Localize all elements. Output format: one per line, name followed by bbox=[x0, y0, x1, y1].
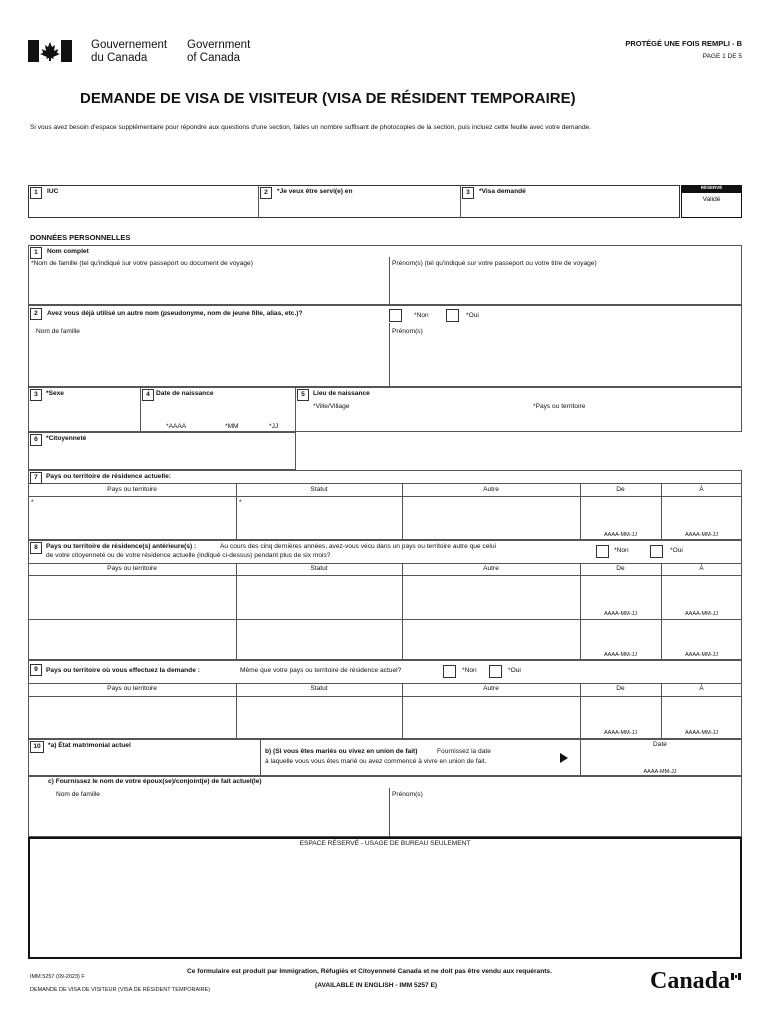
q8-number: 8 bbox=[30, 542, 42, 554]
q7-label: Pays ou territoire de résidence actuelle: bbox=[46, 473, 171, 480]
gov-fr-line1: Gouvernement bbox=[91, 39, 168, 51]
q2-no-checkbox[interactable] bbox=[389, 309, 402, 322]
q10-number: 10 bbox=[30, 741, 44, 753]
q7-required-status: * bbox=[239, 499, 242, 506]
q10b-date-label: Date bbox=[653, 741, 667, 748]
q9-yes-checkbox[interactable] bbox=[489, 665, 502, 678]
q8-col-status: Statut bbox=[310, 565, 328, 572]
q10c-given-label: Prénom(s) bbox=[392, 791, 423, 798]
gov-en-line2: of Canada bbox=[187, 52, 241, 64]
q2-family-input[interactable] bbox=[30, 340, 387, 385]
office-use-label: ESPACE RÉSERVÉ - USAGE DE BUREAU SEULEMENT bbox=[299, 840, 471, 847]
q4-number: 4 bbox=[142, 389, 154, 401]
q7-from-format: AAAA-MM-JJ bbox=[604, 532, 637, 538]
spouse-given-input[interactable] bbox=[392, 802, 740, 835]
q7-status-select[interactable] bbox=[238, 498, 400, 538]
q2-yes-checkbox[interactable] bbox=[446, 309, 459, 322]
q7-col-to: À bbox=[699, 486, 704, 493]
served-select[interactable] bbox=[260, 200, 458, 216]
q7-country-select[interactable] bbox=[30, 498, 234, 538]
q8-yes-label: *Oui bbox=[670, 547, 683, 554]
q8-row2-other[interactable] bbox=[404, 621, 578, 658]
q10a-label: *a) État matrimonial actuel bbox=[48, 742, 131, 749]
q10c-family-label: Nom de famille bbox=[56, 791, 100, 798]
dob-yyyy: *AAAA bbox=[166, 423, 187, 430]
q3-number: 3 bbox=[462, 187, 474, 199]
q1-family-input[interactable] bbox=[30, 272, 387, 303]
protected-label: PROTÉGÉ UNE FOIS REMPLI - B bbox=[625, 39, 742, 48]
uci-input[interactable] bbox=[30, 200, 256, 216]
produced-note: Ce formulaire est produit par Immigration, Réfugiés et Citoyenneté Canada et ne doit pas être vendu aux requérants. bbox=[187, 968, 552, 975]
q9-from-format: AAAA-MM-JJ bbox=[604, 730, 637, 736]
q7-required-country: * bbox=[31, 499, 34, 506]
q1-number: 1 bbox=[30, 187, 42, 199]
page-number: PAGE 1 DE 5 bbox=[702, 53, 742, 60]
canada-flag-icon bbox=[28, 40, 72, 62]
q9-col-country: Pays ou territoire bbox=[107, 685, 157, 692]
q9-number: 9 bbox=[30, 664, 42, 676]
q8-row2-status[interactable] bbox=[238, 621, 400, 658]
q7-col-country: Pays ou territoire bbox=[107, 486, 157, 493]
q2-family-label: Nom de famille bbox=[36, 328, 80, 335]
q9-label: Pays ou territoire où vous effectuez la demande : bbox=[46, 667, 200, 674]
q9-no-checkbox[interactable] bbox=[443, 665, 456, 678]
q7-col-other: Autre bbox=[483, 486, 499, 493]
q8-col-other: Autre bbox=[483, 565, 499, 572]
form-name: DEMANDE DE VISA DE VISITEUR (VISA DE RÉSIDENT TEMPORAIRE) bbox=[30, 987, 211, 993]
q8-row1-from-format: AAAA-MM-JJ bbox=[604, 611, 637, 617]
citizenship-select[interactable] bbox=[30, 448, 294, 468]
q1-given-label: Prénom(s) (tel qu'indiqué sur votre passeport ou votre titre de voyage) bbox=[392, 260, 597, 267]
q7-to-format: AAAA-MM-JJ bbox=[685, 532, 718, 538]
q9-col-from: De bbox=[616, 685, 625, 692]
q8-label-line2: de votre citoyenneté ou de votre résidence actuelle (indiqué ci-dessus) pendant plus de six mois? bbox=[46, 552, 331, 559]
q10b-label-bold: b) (Si vous êtes mariés ou vivez en union de fait) bbox=[265, 748, 418, 755]
q8-row2-from-format: AAAA-MM-JJ bbox=[604, 652, 637, 658]
q9-col-status: Statut bbox=[310, 685, 328, 692]
pob-city-label: *Ville/Village bbox=[313, 403, 350, 410]
play-arrow-icon[interactable] bbox=[560, 753, 568, 763]
q9-yes-label: *Oui bbox=[508, 667, 521, 674]
q7-col-from: De bbox=[616, 486, 625, 493]
visa-label: *Visa demandé bbox=[479, 188, 526, 195]
dob-dd: *JJ bbox=[269, 423, 279, 430]
q8-col-to: À bbox=[699, 565, 704, 572]
pob-country-select[interactable] bbox=[533, 413, 740, 429]
english-note: (AVAILABLE IN ENGLISH - IMM 5257 E) bbox=[315, 982, 438, 989]
q8-no-label: *Non bbox=[614, 547, 629, 554]
pob-label: Lieu de naissance bbox=[313, 390, 370, 397]
q1-family-label: *Nom de famille (tel qu'indiqué sur votre passeport ou document de voyage) bbox=[31, 260, 253, 267]
wordmark-flag-icon bbox=[731, 967, 741, 974]
q2-given-label: Prénom(s) bbox=[392, 328, 423, 335]
q1-given-input[interactable] bbox=[392, 272, 740, 303]
citizenship-label: *Citoyenneté bbox=[46, 435, 87, 442]
q9-status-select[interactable] bbox=[238, 698, 400, 737]
q8-row1-country[interactable] bbox=[30, 577, 234, 617]
q10b-label-rest: Fournissez la date bbox=[437, 748, 491, 755]
uci-label: IUC bbox=[47, 188, 59, 195]
q9-col-to: À bbox=[699, 685, 704, 692]
q8-col-from: De bbox=[616, 565, 625, 572]
dob-label: Date de naissance bbox=[156, 390, 214, 397]
canada-wordmark: Canada bbox=[650, 968, 731, 994]
q9-same-label: Même que votre pays ou territoire de résidence actuel? bbox=[240, 667, 402, 674]
reserved-label: RÉSERVÉ bbox=[700, 185, 723, 190]
q8-row1-other[interactable] bbox=[404, 577, 578, 617]
validated-label: Validé bbox=[702, 196, 721, 203]
q8-label-bold: Pays ou territoire de résidence(s) antérieure(s) : bbox=[46, 543, 197, 550]
q8-no-checkbox[interactable] bbox=[596, 545, 609, 558]
q9-no-label: *Non bbox=[462, 667, 477, 674]
q7-number: 7 bbox=[30, 472, 42, 484]
q10b-date-format: AAAA-MM-JJ bbox=[643, 769, 677, 775]
q9-other-input[interactable] bbox=[404, 698, 578, 737]
q10b-label-line2: à laquelle vous vous êtes marié ou avez commencé à vivre en union de fait. bbox=[265, 758, 487, 765]
q7-col-status: Statut bbox=[310, 486, 328, 493]
gov-fr-line2: du Canada bbox=[91, 52, 148, 64]
q8-row1-status[interactable] bbox=[238, 577, 400, 617]
intro-text: Si vous avez besoin d'espace supplémentaire pour répondre aux questions d'une section, faites un nombre suffisant de photocopies de la section, puis incluez cette feuille avec votre demande. bbox=[30, 124, 592, 131]
q8-label-rest: Au cours des cinq dernières années, avez-vous vécu dans un pays ou territoire autre que celui bbox=[220, 543, 496, 550]
q7-other-input[interactable] bbox=[404, 498, 578, 538]
q8-row2-country[interactable] bbox=[30, 621, 234, 658]
served-label: *Je veux être servi(e) en bbox=[277, 188, 353, 195]
gov-en-line1: Government bbox=[187, 39, 251, 51]
q5-number: 5 bbox=[297, 389, 309, 401]
q6-number: 6 bbox=[30, 434, 42, 446]
dob-mm: *MM bbox=[225, 423, 239, 430]
marital-status-select[interactable] bbox=[30, 754, 258, 774]
spouse-family-input[interactable] bbox=[30, 802, 387, 835]
sex-label: *Sexe bbox=[46, 390, 64, 397]
q8-row1-to-format: AAAA-MM-JJ bbox=[685, 611, 718, 617]
q8-row2-to-format: AAAA-MM-JJ bbox=[685, 652, 718, 658]
q8-yes-checkbox[interactable] bbox=[650, 545, 663, 558]
q2-no-label: *Non bbox=[414, 312, 429, 319]
form-code: IMM 5257 (09-2023) F bbox=[30, 974, 85, 980]
q10c-label: c) Fournissez le nom de votre époux(se)/conjoint(e) de fait actuel(le) bbox=[48, 778, 262, 785]
q1-label: Nom complet bbox=[47, 248, 89, 255]
q10b-date-input[interactable] bbox=[582, 752, 740, 766]
dob-input[interactable] bbox=[142, 402, 293, 420]
q2-number: 2 bbox=[260, 187, 272, 199]
pob-city-input[interactable] bbox=[313, 413, 523, 429]
section-title: DONNÉES PERSONNELLES bbox=[30, 233, 131, 242]
q9-to-format: AAAA-MM-JJ bbox=[685, 730, 718, 736]
q9-col-other: Autre bbox=[483, 685, 499, 692]
q2b-number: 2 bbox=[30, 308, 42, 320]
q3b-number: 3 bbox=[30, 389, 42, 401]
q2-label: Avez vous déjà utilisé un autre nom (pseudonyme, nom de jeune fille, alias, etc.)? bbox=[47, 310, 303, 317]
pob-country-label: *Pays ou territoire bbox=[533, 403, 586, 410]
sex-select[interactable] bbox=[30, 402, 138, 430]
q8-col-country: Pays ou territoire bbox=[107, 565, 157, 572]
q2-given-input[interactable] bbox=[392, 340, 740, 385]
q9-country-select[interactable] bbox=[30, 698, 234, 737]
form-title: DEMANDE DE VISA DE VISITEUR (VISA DE RÉSIDENT TEMPORAIRE) bbox=[80, 90, 576, 107]
visa-select[interactable] bbox=[462, 200, 678, 216]
q1b-number: 1 bbox=[30, 247, 42, 259]
q2-yes-label: *Oui bbox=[466, 312, 479, 319]
